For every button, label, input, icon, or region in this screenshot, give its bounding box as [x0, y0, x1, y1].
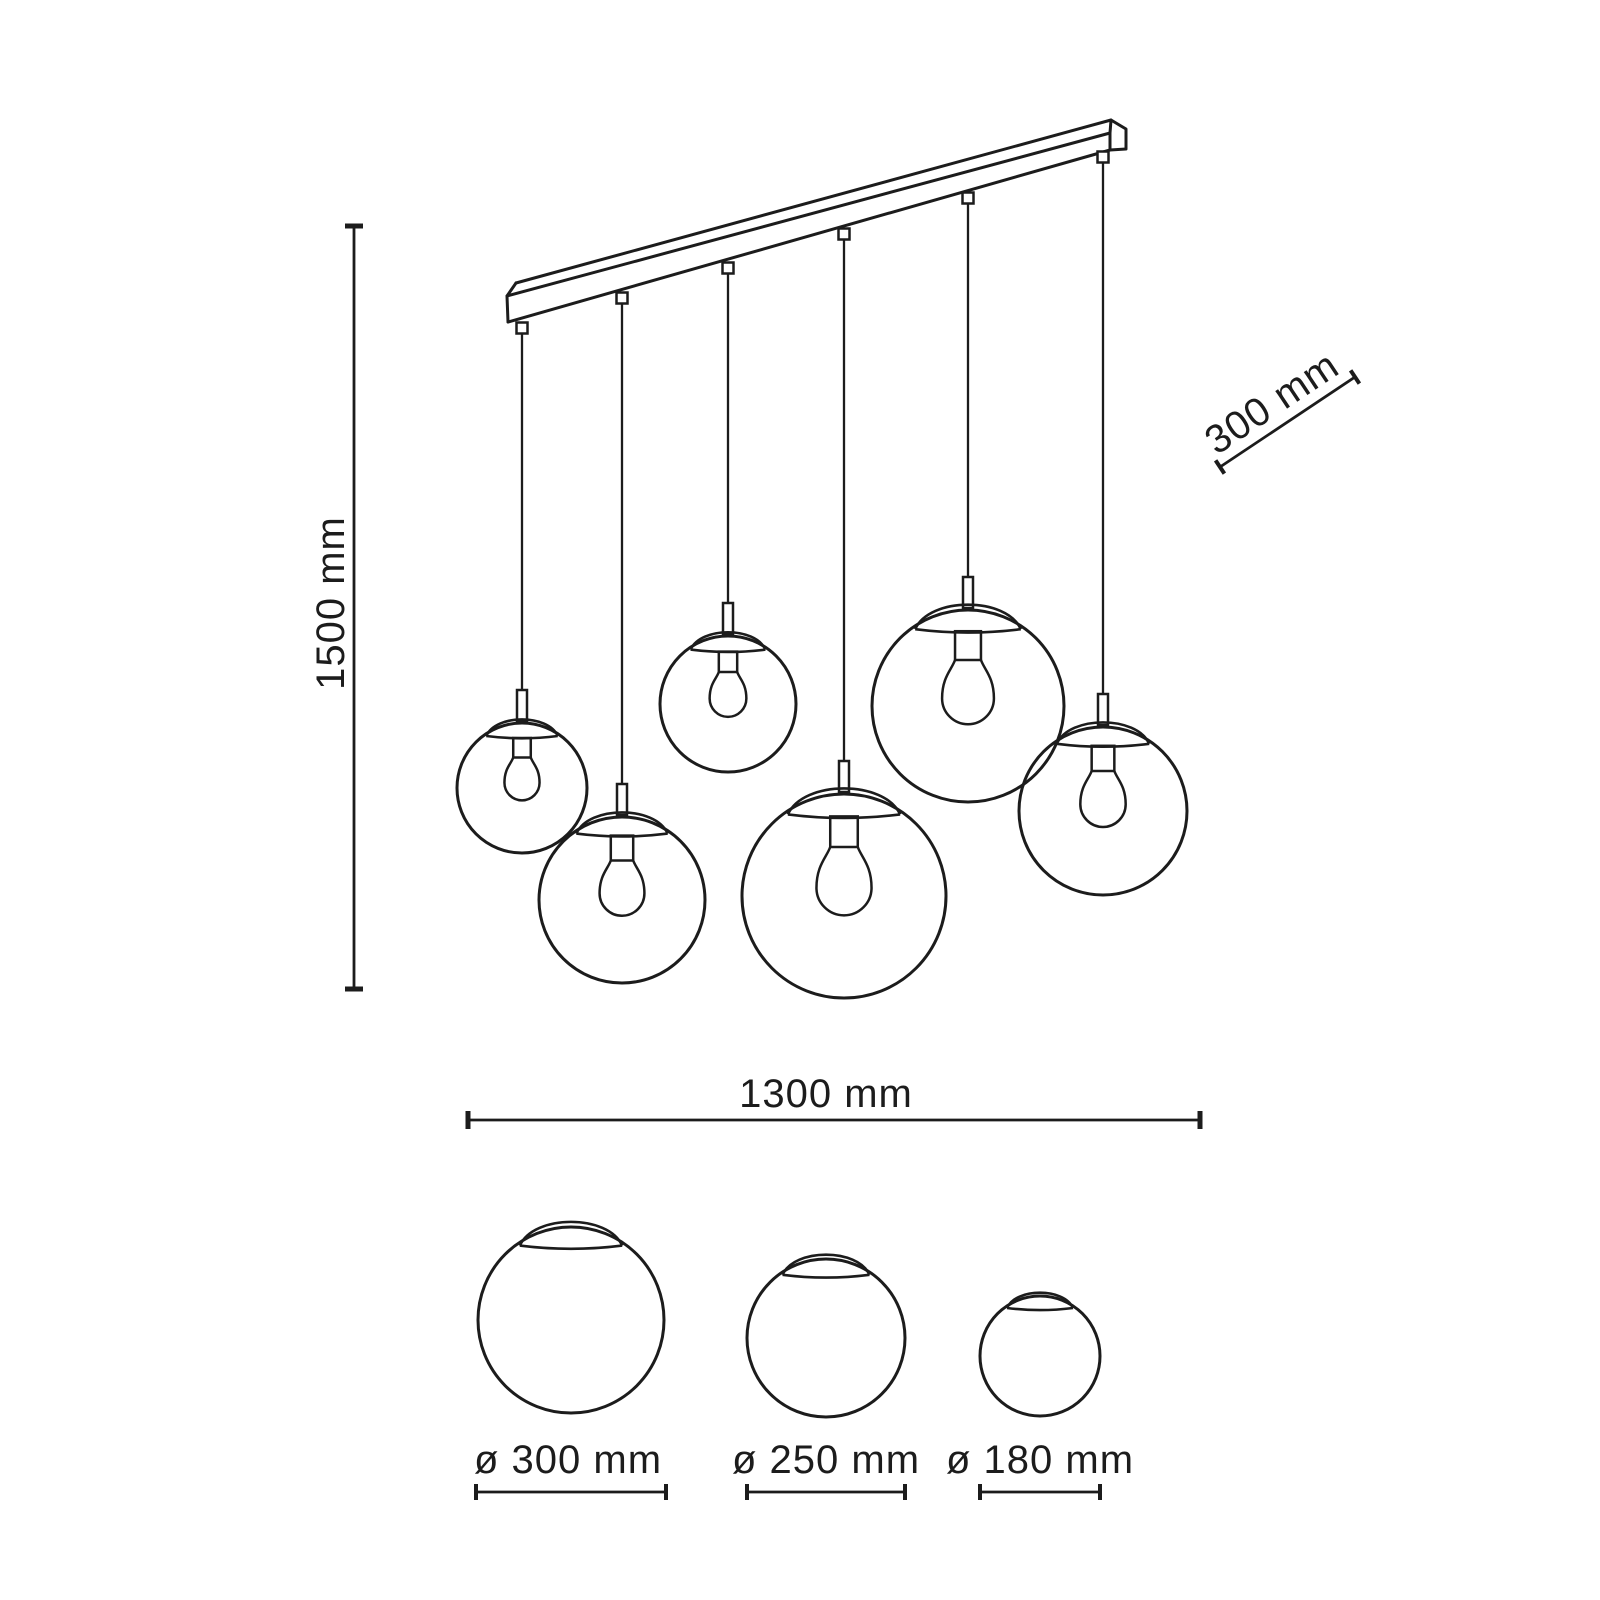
dimension-annotations [345, 226, 1359, 1500]
bulb-glass [710, 672, 747, 717]
ceiling-rail [507, 120, 1126, 322]
size-reference-globe [478, 1222, 664, 1413]
pendant [539, 293, 705, 984]
bulb-glass [1080, 771, 1125, 827]
height-dimension-label: 1500 mm [309, 516, 353, 690]
globe-opening-rim [520, 1246, 622, 1249]
globe-outline [539, 817, 705, 983]
socket-tube [617, 784, 627, 815]
socket-tube [1098, 694, 1108, 725]
globe-outline [872, 610, 1064, 802]
rail-anchor-clamp [839, 229, 850, 240]
diameter-label-250: ø 250 mm [731, 1438, 921, 1482]
rail-front-top-edge [507, 133, 1110, 296]
socket-tube [723, 603, 733, 634]
bulb-base [1092, 746, 1115, 771]
rail-anchor-clamp [517, 323, 528, 334]
rail-front-bottom-edge [508, 150, 1110, 322]
globe-outline [478, 1227, 664, 1413]
bulb-base [830, 816, 858, 847]
diameter-label-180: ø 180 mm [945, 1438, 1135, 1482]
bulb-base [719, 652, 737, 672]
globe-outline [742, 794, 946, 998]
pendant [660, 263, 796, 773]
bulb-glass [504, 758, 539, 801]
globe-outline [747, 1259, 905, 1417]
diameter-label-300: ø 300 mm [473, 1438, 663, 1482]
globe-outline [980, 1296, 1100, 1416]
socket-tube [517, 690, 527, 721]
rail-anchor-clamp [1098, 152, 1109, 163]
depth-dimension-label: 300 mm [1197, 342, 1347, 464]
bulb-base [513, 738, 531, 758]
rail-right-end-cap [1110, 120, 1126, 150]
rail-left-end [507, 283, 516, 322]
bulb-glass [816, 847, 871, 915]
globe-opening-rim [783, 1275, 870, 1278]
globe-outline [660, 636, 796, 772]
width-dimension-label: 1300 mm [739, 1072, 913, 1116]
bulb-glass [942, 660, 994, 724]
pendant [872, 193, 1064, 803]
pendant [742, 229, 946, 999]
globe-outline [457, 723, 587, 853]
globe-size-reference [478, 1222, 1100, 1417]
bulb-base [955, 631, 981, 660]
bulb-base [611, 836, 633, 861]
globe-opening-rim [1007, 1308, 1073, 1310]
size-reference-globe [980, 1293, 1100, 1416]
rail-anchor-clamp [617, 293, 628, 304]
size-reference-globe [747, 1255, 905, 1417]
bulb-glass [600, 861, 645, 916]
socket-tube [963, 577, 973, 608]
pendant [457, 323, 587, 854]
diameter-dimension-lines [476, 1484, 1100, 1500]
globe-outline [1019, 727, 1187, 895]
rail-back-top-edge [516, 120, 1111, 283]
rail-anchor-clamp [723, 263, 734, 274]
rail-anchor-clamp [963, 193, 974, 204]
pendant [1019, 152, 1187, 896]
depth-dimension-tick-right [1351, 370, 1360, 383]
